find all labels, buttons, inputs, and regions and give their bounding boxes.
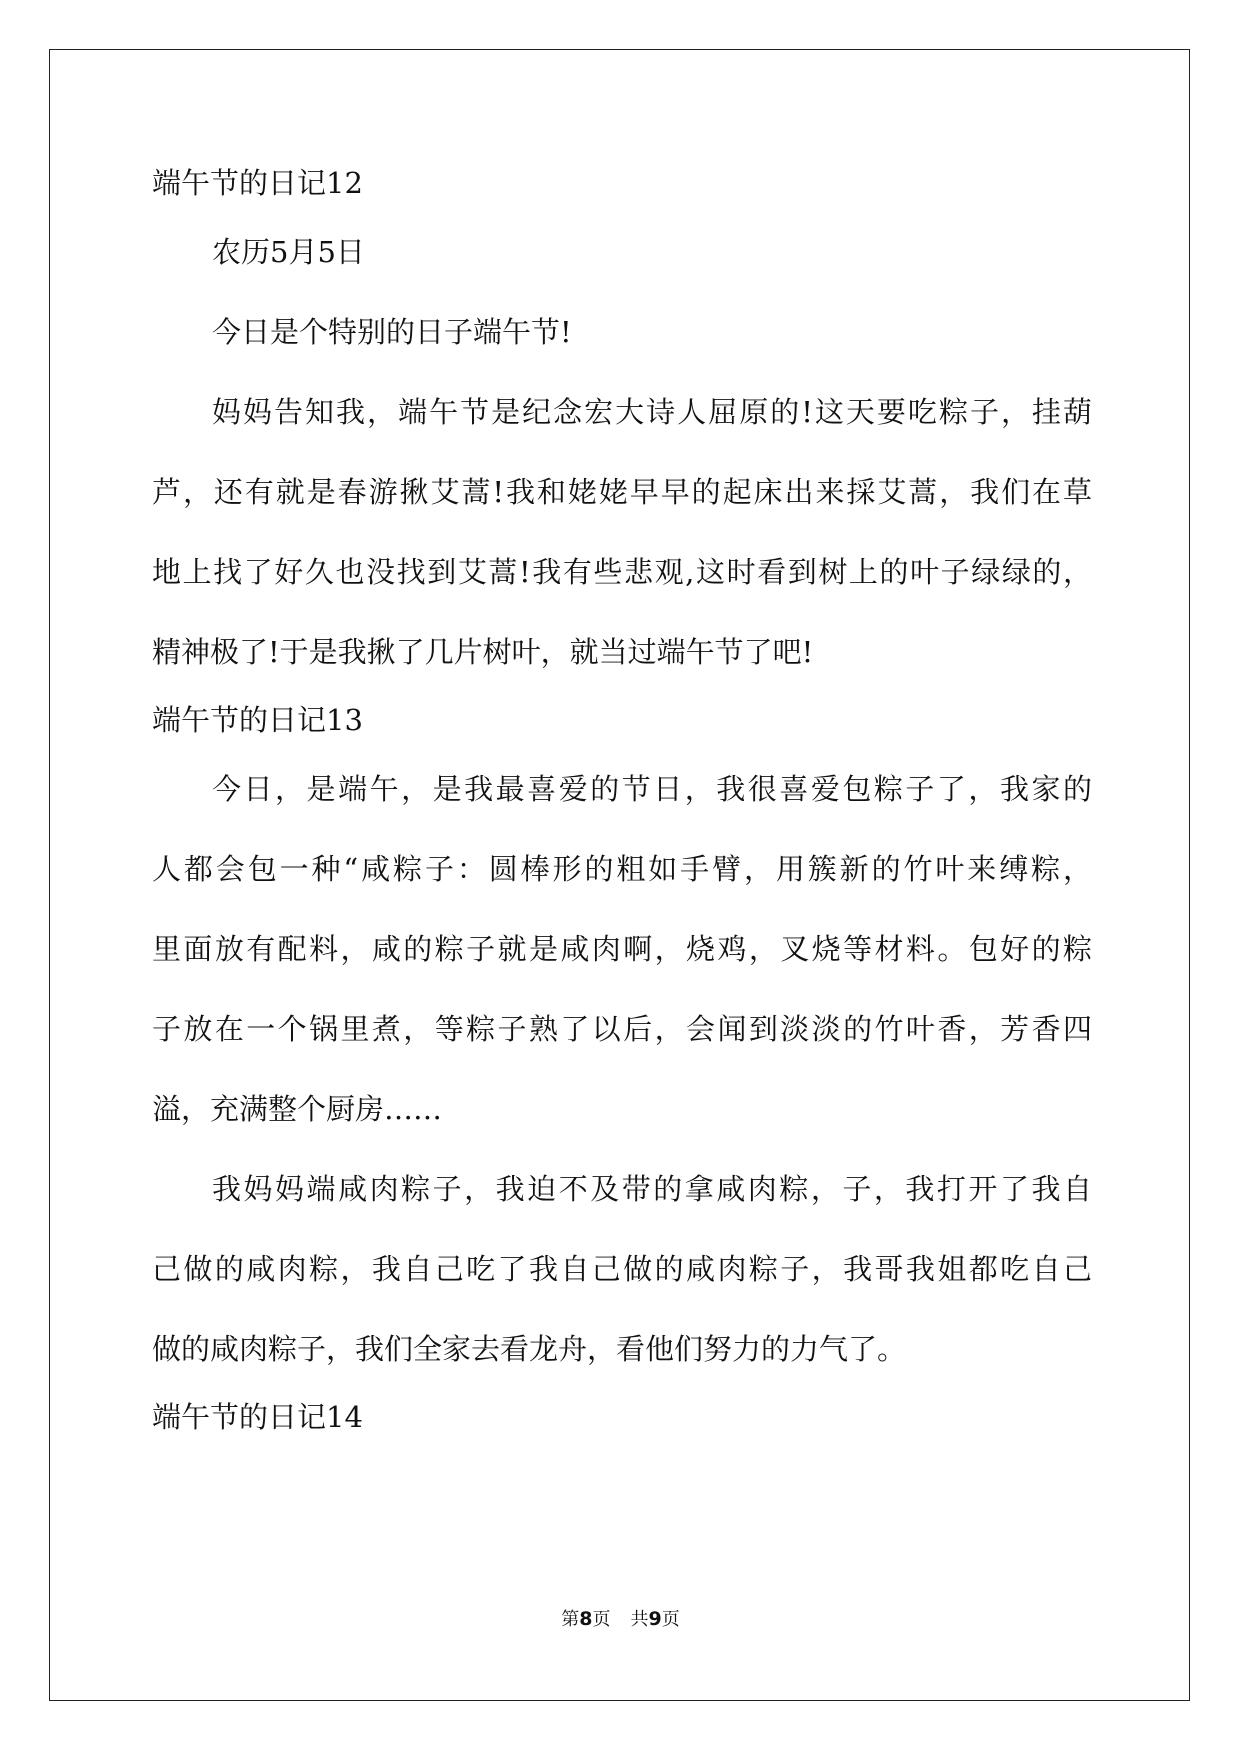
total-prefix: 共 (630, 1609, 649, 1630)
total-suffix: 页 (661, 1609, 680, 1630)
paragraph-line: 农历5月5日 (212, 235, 365, 269)
section-heading: 端午节的日记12 (152, 166, 363, 200)
paragraph-line: 今日，是端午，是我最喜爱的节日，我很喜爱包粽子了，我家的 (212, 772, 1092, 806)
paragraph-line: 子放在一个锅里煮，等粽子熟了以后，会闻到淡淡的竹叶香，芳香四 (152, 1012, 1092, 1046)
paragraph-line: 妈妈告知我，端午节是纪念宏大诗人屈原的!这天要吃粽子，挂葫 (212, 395, 1092, 429)
page-suffix: 页 (592, 1609, 611, 1630)
page-footer (0, 1605, 1241, 1631)
paragraph-line: 精神极了!于是我揪了几片树叶，就当过端午节了吧! (152, 635, 814, 669)
paragraph-line: 己做的咸肉粽，我自己吃了我自己做的咸肉粽子，我哥我姐都吃自己 (152, 1252, 1092, 1286)
paragraph-line: 今日是个特别的日子端午节! (212, 315, 572, 349)
document-body (152, 155, 1092, 1446)
section-heading: 端午节的日记13 (152, 703, 363, 737)
current-page-number: 8 (579, 1608, 593, 1630)
paragraph-line: 里面放有配料，咸的粽子就是咸肉啊，烧鸡，叉烧等材料。包好的粽 (152, 932, 1092, 966)
paragraph-line: 做的咸肉粽子，我们全家去看龙舟，看他们努力的力气了。 (152, 1332, 907, 1366)
total-pages-number: 9 (648, 1608, 662, 1630)
paragraph-line: 我妈妈端咸肉粽子，我迫不及带的拿咸肉粽，子，我打开了我自 (212, 1172, 1092, 1206)
paragraph-line: 芦，还有就是春游揪艾蒿!我和姥姥早早的起床出来採艾蒿，我们在草 (152, 475, 1092, 509)
paragraph-line: 地上找了好久也没找到艾蒿!我有些悲观,这时看到树上的叶子绿绿的， (152, 555, 1092, 589)
section-heading: 端午节的日记14 (152, 1400, 363, 1434)
paragraph-line: 人都会包一种“咸粽子：圆棒形的粗如手臂，用簇新的竹叶来缚粽， (152, 852, 1092, 886)
paragraph-line: 溢，充满整个厨房…… (152, 1092, 443, 1126)
page-prefix: 第 (561, 1609, 580, 1630)
